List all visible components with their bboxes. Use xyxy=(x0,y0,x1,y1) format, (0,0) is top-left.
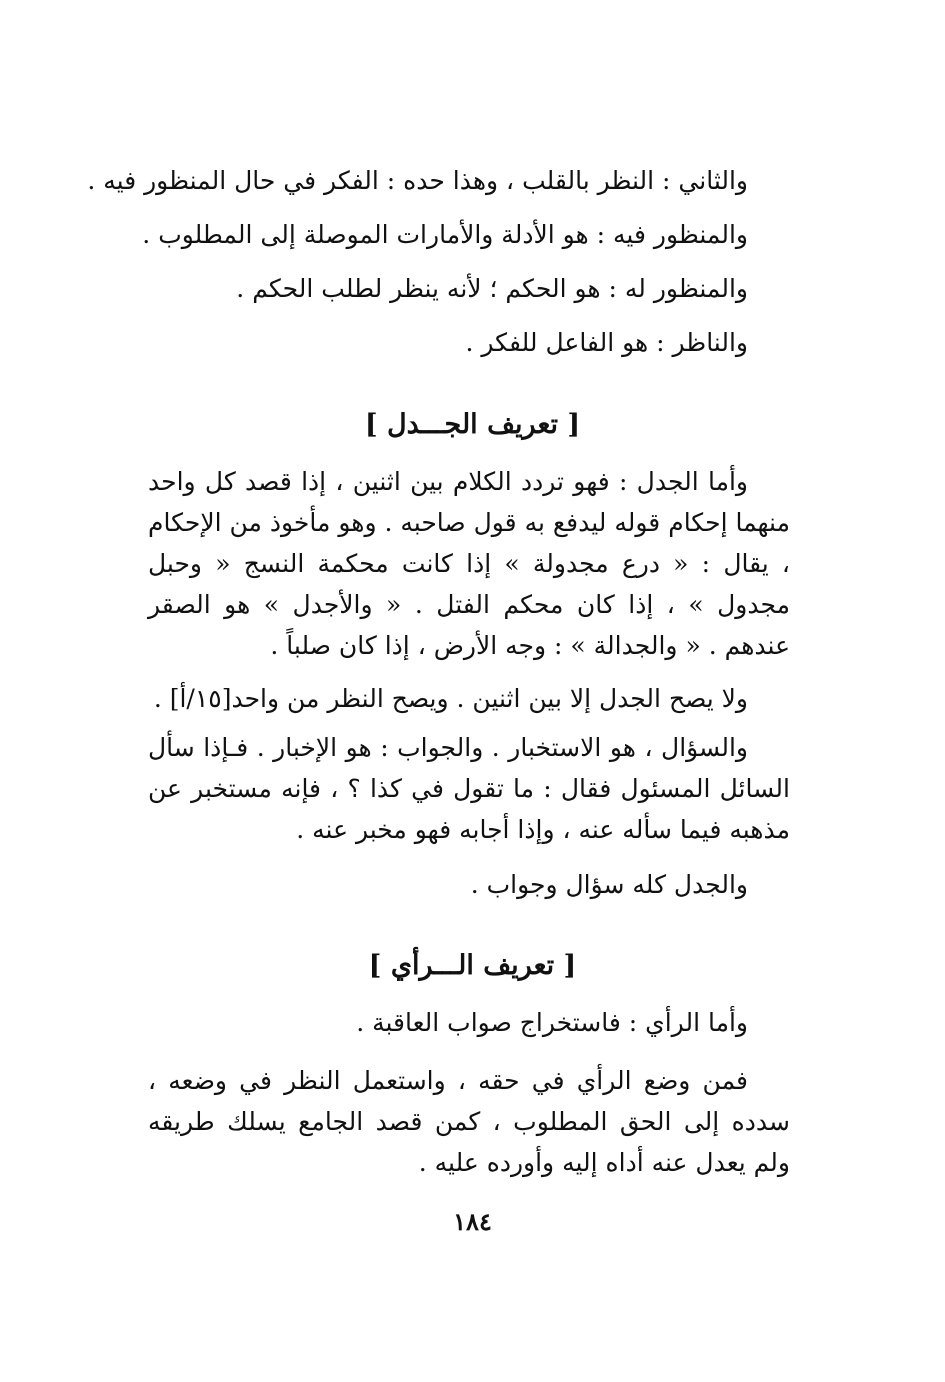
text-line: والناظر : هو الفاعل للفكر . xyxy=(465,328,748,357)
section-heading: [ تعريف الـــرأي ] xyxy=(368,950,577,981)
paragraph: والسؤال ، هو الاستخبار . والجواب : هو الإخبار . فـإذا سأل السائل المسئول فقال : ما تقول في كذا ؟ ، فإنه مستخبر عن مذهبه فيما سأله عنه ، وإذا أجابه فهو مخبر عنه . xyxy=(148,733,790,844)
text-line: والمنظور فيه : هو الأدلة والأمارات الموصلة إلى المطلوب . xyxy=(142,220,748,249)
text-line: والمنظور له : هو الحكم ؛ لأنه ينظر لطلب الحكم . xyxy=(236,274,748,303)
paragraph: وأما الجدل : فهو تردد الكلام بين اثنين ، إذا قصد كل واحد منهما إحكام قوله ليدفع به قول صاحبه . وهو مأخوذ من الإحكام ، يقال : « درع مجدولة » إذا كانت محكمة النسج « وحبل مجدول » ، إذا كان محكم الفتل . « والأجدل » هو الصقر عندهم . « والجدالة » : وجه الأرض ، إذا كان صلباً . xyxy=(148,467,790,660)
paragraph: فمن وضع الرأي في حقه ، واستعمل النظر في وضعه ، سدده إلى الحق المطلوب ، كمن قصد الجامع يسلك طريقه ولم يعدل عنه أداه إليه وأورده عليه . xyxy=(148,1066,790,1177)
section-heading: [ تعريف الجـــدل ] xyxy=(364,409,581,440)
page-number: ١٨٤ xyxy=(453,1207,492,1236)
paragraph: وأما الرأي : فاستخراج صواب العاقبة . xyxy=(356,1008,748,1037)
text-line: والثاني : النظر بالقلب ، وهذا حده : الفكر في حال المنظور فيه . xyxy=(87,166,748,195)
paragraph: والجدل كله سؤال وجواب . xyxy=(470,870,748,899)
paragraph: ولا يصح الجدل إلا بين اثنين . ويصح النظر من واحد[١٥/أ] . xyxy=(153,684,748,713)
